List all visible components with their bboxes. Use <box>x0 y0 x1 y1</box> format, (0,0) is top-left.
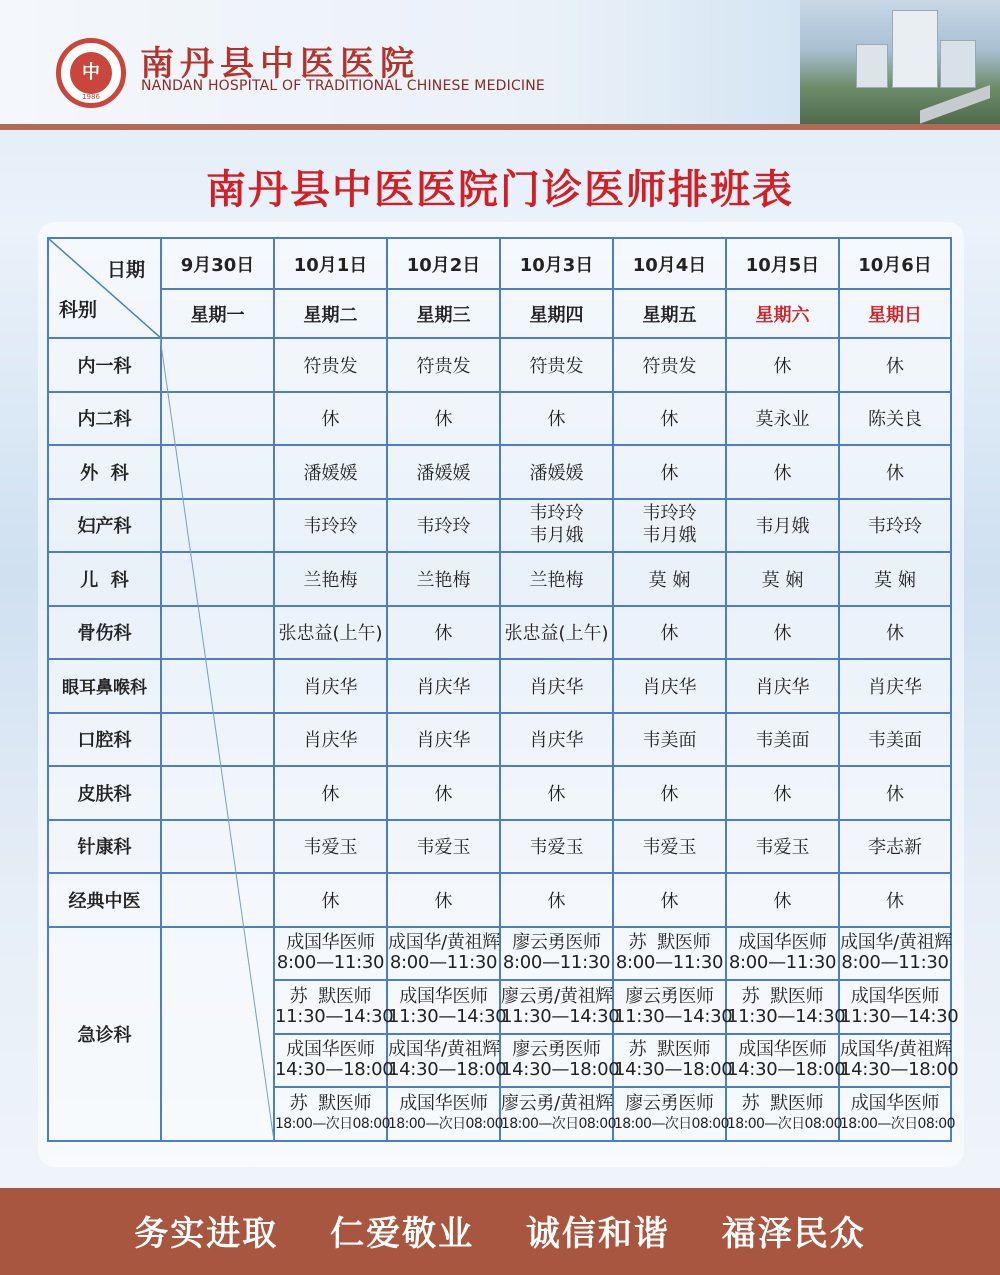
emergency-cell <box>500 1087 616 1141</box>
schedule-cell: 韦美面 <box>613 713 726 767</box>
emergency-doctor: 成国华医师 <box>850 985 940 1007</box>
schedule-cell: 休 <box>387 766 500 820</box>
schedule-cell: 韦玲玲 韦月娥 <box>500 499 613 553</box>
schedule-cell: 韦美面 <box>726 713 839 767</box>
dept-name: 外 科 <box>48 445 161 499</box>
page-title: 南丹县中医医院门诊医师排班表 <box>206 167 794 213</box>
schedule-cell: 肖庆华 <box>500 713 613 767</box>
emergency-cell <box>726 980 846 1034</box>
schedule-cell <box>161 499 274 553</box>
dept-row <box>48 499 951 553</box>
logo-mark: 中 <box>70 52 112 94</box>
emergency-cell <box>500 1034 620 1088</box>
schedule-cell: 休 <box>726 766 839 820</box>
schedule-cell: 韦爱玉 <box>387 820 500 874</box>
emergency-cell <box>613 980 733 1034</box>
emergency-time: 11:30—14:30 <box>614 1005 733 1027</box>
dept-name: 内一科 <box>48 338 161 392</box>
date-header: 10月4日 <box>613 238 726 289</box>
emergency-time: 18:00—次日08:00 <box>727 1115 842 1132</box>
schedule-cell: 休 <box>274 766 387 820</box>
date-header: 10月5日 <box>726 238 839 289</box>
slogan-2: 仁爱敬业 <box>330 1214 475 1254</box>
emergency-cell <box>274 1034 394 1088</box>
schedule-cell: 休 <box>387 392 500 446</box>
dept-name: 皮肤科 <box>48 766 161 820</box>
schedule-cell: 韦月娥 <box>726 499 839 553</box>
emergency-doctor: 廖云勇医师 <box>625 985 714 1007</box>
emergency-time: 8:00—11:30 <box>841 952 949 974</box>
emergency-time: 18:00—次日08:00 <box>501 1115 616 1132</box>
schedule-cell: 莫 娴 <box>839 552 951 606</box>
weekday-header: 星期二 <box>274 289 387 338</box>
dept-name: 眼耳鼻喉科 <box>48 659 161 713</box>
schedule-cell: 休 <box>839 606 951 660</box>
schedule-cell: 莫 娴 <box>613 552 726 606</box>
emergency-doctor: 苏 默医师 <box>741 1092 824 1114</box>
emergency-cell <box>613 1087 729 1141</box>
emergency-cell <box>726 927 839 981</box>
emergency-time: 8:00—11:30 <box>728 952 837 974</box>
hospital-logo <box>56 38 126 108</box>
schedule-cell: 休 <box>839 445 951 499</box>
emergency-time: 11:30—14:30 <box>501 1005 620 1027</box>
dept-name: 儿 科 <box>48 552 161 606</box>
schedule-cell: 韦玲玲 <box>274 499 387 553</box>
emergency-time: 14:30—18:00 <box>388 1059 507 1081</box>
schedule-cell: 莫 娴 <box>726 552 839 606</box>
slogan-3: 诚信和谐 <box>525 1214 670 1254</box>
schedule-cell: 韦爱玉 <box>500 820 613 874</box>
emergency-time: 18:00—次日08:00 <box>275 1115 390 1132</box>
hospital-name: 南丹县中医医院 <box>140 44 420 84</box>
weekday-header: 星期三 <box>387 289 500 338</box>
dept-name: 骨伤科 <box>48 606 161 660</box>
emergency-time: 14:30—18:00 <box>614 1059 733 1081</box>
dept-name: 内二科 <box>48 392 161 446</box>
emergency-doctor: 廖云勇医师 <box>625 1092 714 1114</box>
dept-row <box>48 659 951 713</box>
schedule-cell: 休 <box>839 873 951 927</box>
emergency-time: 8:00—11:30 <box>389 952 498 974</box>
logo-year: 1986 <box>82 93 100 101</box>
emergency-cell <box>726 1034 846 1088</box>
date-header: 10月2日 <box>387 238 500 289</box>
emergency-time: 8:00—11:30 <box>502 952 611 974</box>
schedule-cell-empty <box>161 927 274 1141</box>
hospital-building-photo <box>800 0 1000 124</box>
emergency-doctor: 成国华医师 <box>286 1039 375 1061</box>
schedule-cell: 休 <box>613 873 726 927</box>
schedule-cell: 符贵发 <box>387 338 500 392</box>
emergency-cell <box>726 1087 842 1141</box>
weekday-header: 星期日 <box>839 289 951 338</box>
corner-dept-label: 科别 <box>59 299 98 321</box>
slogan-4: 福泽民众 <box>721 1214 866 1254</box>
emergency-cell <box>500 980 620 1034</box>
schedule-cell: 肖庆华 <box>726 659 839 713</box>
emergency-doctor: 苏 默医师 <box>628 1039 711 1061</box>
dept-name-emergency: 急诊科 <box>48 927 161 1141</box>
schedule-cell: 符贵发 <box>613 338 726 392</box>
hospital-name-en: NANDAN HOSPITAL OF TRADITIONAL CHINESE MEDICINE <box>141 78 545 94</box>
schedule-cell <box>161 659 274 713</box>
emergency-time: 11:30—14:30 <box>840 1005 959 1027</box>
schedule-cell: 肖庆华 <box>387 659 500 713</box>
schedule-cell: 符贵发 <box>500 338 613 392</box>
schedule-cell: 休 <box>726 338 839 392</box>
date-header: 10月3日 <box>500 238 613 289</box>
emergency-time: 8:00—11:30 <box>615 952 724 974</box>
date-header: 9月30日 <box>161 238 274 289</box>
date-header: 10月6日 <box>839 238 951 289</box>
schedule-cell: 肖庆华 <box>839 659 951 713</box>
emergency-time: 14:30—18:00 <box>840 1059 959 1081</box>
schedule-cell: 韦玲玲 <box>387 499 500 553</box>
schedule-cell <box>161 606 274 660</box>
schedule-cell: 休 <box>839 338 951 392</box>
emergency-doctor: 成国华/黄祖辉 <box>388 1039 500 1061</box>
schedule-cell: 张忠益(上午) <box>274 606 387 660</box>
slogan-1: 务实进取 <box>134 1214 279 1254</box>
schedule-cell: 休 <box>613 392 726 446</box>
dept-name: 口腔科 <box>48 713 161 767</box>
emergency-time: 14:30—18:00 <box>275 1059 394 1081</box>
emergency-time: 18:00—次日08:00 <box>388 1115 503 1132</box>
dept-row <box>48 606 951 660</box>
emergency-cell <box>274 927 387 981</box>
dept-row <box>48 873 951 927</box>
schedule-cell: 肖庆华 <box>387 713 500 767</box>
dept-row <box>48 713 951 767</box>
schedule-cell: 韦爱玉 <box>274 820 387 874</box>
schedule-cell: 莫永业 <box>726 392 839 446</box>
dept-row <box>48 392 951 446</box>
emergency-cell <box>274 1087 390 1141</box>
schedule-cell: 潘媛媛 <box>274 445 387 499</box>
dept-row <box>48 445 951 499</box>
schedule-cell: 韦玲玲 <box>839 499 951 553</box>
schedule-cell: 潘媛媛 <box>500 445 613 499</box>
schedule-cell: 休 <box>613 606 726 660</box>
footer-slogans <box>0 1206 1000 1255</box>
schedule-cell: 休 <box>613 445 726 499</box>
emergency-cell <box>387 1034 507 1088</box>
header-banner <box>0 0 1000 124</box>
emergency-cell <box>839 980 959 1034</box>
schedule-cell: 休 <box>613 766 726 820</box>
schedule-cell: 休 <box>500 392 613 446</box>
dept-row <box>48 338 951 392</box>
emergency-cell <box>839 927 951 981</box>
dept-name: 经典中医 <box>48 873 161 927</box>
schedule-cell: 休 <box>839 766 951 820</box>
schedule-cell: 兰艳梅 <box>274 552 387 606</box>
emergency-time: 11:30—14:30 <box>388 1005 507 1027</box>
emergency-doctor: 苏 默医师 <box>741 985 824 1007</box>
emergency-cell <box>500 927 613 981</box>
weekday-header: 星期四 <box>500 289 613 338</box>
emergency-doctor: 苏 默医师 <box>628 932 711 954</box>
schedule-cell: 韦美面 <box>839 713 951 767</box>
schedule-cell: 休 <box>274 873 387 927</box>
emergency-time: 14:30—18:00 <box>727 1059 846 1081</box>
emergency-row <box>48 927 951 981</box>
schedule-cell: 陈关良 <box>839 392 951 446</box>
schedule-cell: 休 <box>387 606 500 660</box>
schedule-cell: 韦爱玉 <box>613 820 726 874</box>
emergency-doctor: 廖云勇/黄祖辉 <box>501 1092 613 1114</box>
schedule-cell: 休 <box>500 873 613 927</box>
schedule-cell: 韦玲玲 韦月娥 <box>613 499 726 553</box>
emergency-cell <box>387 980 507 1034</box>
schedule-cell <box>161 820 274 874</box>
schedule-cell <box>161 445 274 499</box>
schedule-cell <box>161 873 274 927</box>
schedule-cell <box>161 713 274 767</box>
schedule-cell: 休 <box>726 606 839 660</box>
dept-row <box>48 766 951 820</box>
header-row-dates <box>48 238 951 289</box>
header-row-weekdays <box>48 289 951 338</box>
emergency-cell <box>387 927 500 981</box>
schedule-cell <box>161 338 274 392</box>
header-divider <box>0 124 1000 130</box>
dept-row <box>48 552 951 606</box>
schedule-cell: 兰艳梅 <box>387 552 500 606</box>
emergency-cell <box>839 1034 959 1088</box>
schedule-cell: 休 <box>726 873 839 927</box>
schedule-cell <box>161 766 274 820</box>
schedule-cell: 肖庆华 <box>613 659 726 713</box>
schedule-cell: 休 <box>726 445 839 499</box>
emergency-time: 8:00—11:30 <box>276 952 385 974</box>
emergency-doctor: 廖云勇医师 <box>512 1039 601 1061</box>
emergency-doctor: 苏 默医师 <box>289 985 372 1007</box>
schedule-cell: 李志新 <box>839 820 951 874</box>
schedule-cell <box>161 552 274 606</box>
emergency-time: 18:00—次日08:00 <box>614 1115 729 1132</box>
emergency-doctor: 成国华/黄祖辉 <box>388 932 500 954</box>
emergency-cell <box>387 1087 503 1141</box>
schedule-cell: 休 <box>500 766 613 820</box>
emergency-doctor: 成国华/黄祖辉 <box>840 932 952 954</box>
corner-cell <box>48 238 161 338</box>
schedule-table <box>47 237 959 1142</box>
dept-name: 针康科 <box>48 820 161 874</box>
schedule-cell: 肖庆华 <box>274 659 387 713</box>
schedule-cell: 张忠益(上午) <box>500 606 613 660</box>
schedule-cell: 休 <box>274 392 387 446</box>
dept-name: 妇产科 <box>48 499 161 553</box>
emergency-doctor: 成国华/黄祖辉 <box>840 1039 952 1061</box>
emergency-doctor: 苏 默医师 <box>289 1092 372 1114</box>
schedule-cell: 兰艳梅 <box>500 552 613 606</box>
emergency-doctor: 成国华医师 <box>738 932 827 954</box>
schedule-cell: 肖庆华 <box>274 713 387 767</box>
emergency-doctor: 廖云勇/黄祖辉 <box>501 985 613 1007</box>
date-header: 10月1日 <box>274 238 387 289</box>
emergency-doctor: 成国华医师 <box>399 1092 488 1114</box>
dept-row <box>48 820 951 874</box>
emergency-time: 14:30—18:00 <box>501 1059 620 1081</box>
emergency-doctor: 成国华医师 <box>399 985 488 1007</box>
emergency-time: 11:30—14:30 <box>727 1005 846 1027</box>
emergency-time: 18:00—次日08:00 <box>840 1115 955 1132</box>
emergency-cell <box>613 1034 733 1088</box>
schedule-cell: 潘媛媛 <box>387 445 500 499</box>
schedule-cell: 肖庆华 <box>500 659 613 713</box>
weekday-header: 星期五 <box>613 289 726 338</box>
emergency-doctor: 成国华医师 <box>738 1039 827 1061</box>
corner-date-label: 日期 <box>107 259 146 281</box>
weekday-header: 星期一 <box>161 289 274 338</box>
schedule-cell: 符贵发 <box>274 338 387 392</box>
schedule-cell: 休 <box>387 873 500 927</box>
emergency-doctor: 成国华医师 <box>286 932 375 954</box>
emergency-doctor: 廖云勇医师 <box>512 932 601 954</box>
emergency-doctor: 成国华医师 <box>850 1092 940 1114</box>
emergency-time: 11:30—14:30 <box>275 1005 394 1027</box>
weekday-header: 星期六 <box>726 289 839 338</box>
emergency-cell <box>274 980 394 1034</box>
schedule-cell: 韦爱玉 <box>726 820 839 874</box>
emergency-cell <box>839 1087 955 1141</box>
schedule-cell <box>161 392 274 446</box>
emergency-cell <box>613 927 726 981</box>
